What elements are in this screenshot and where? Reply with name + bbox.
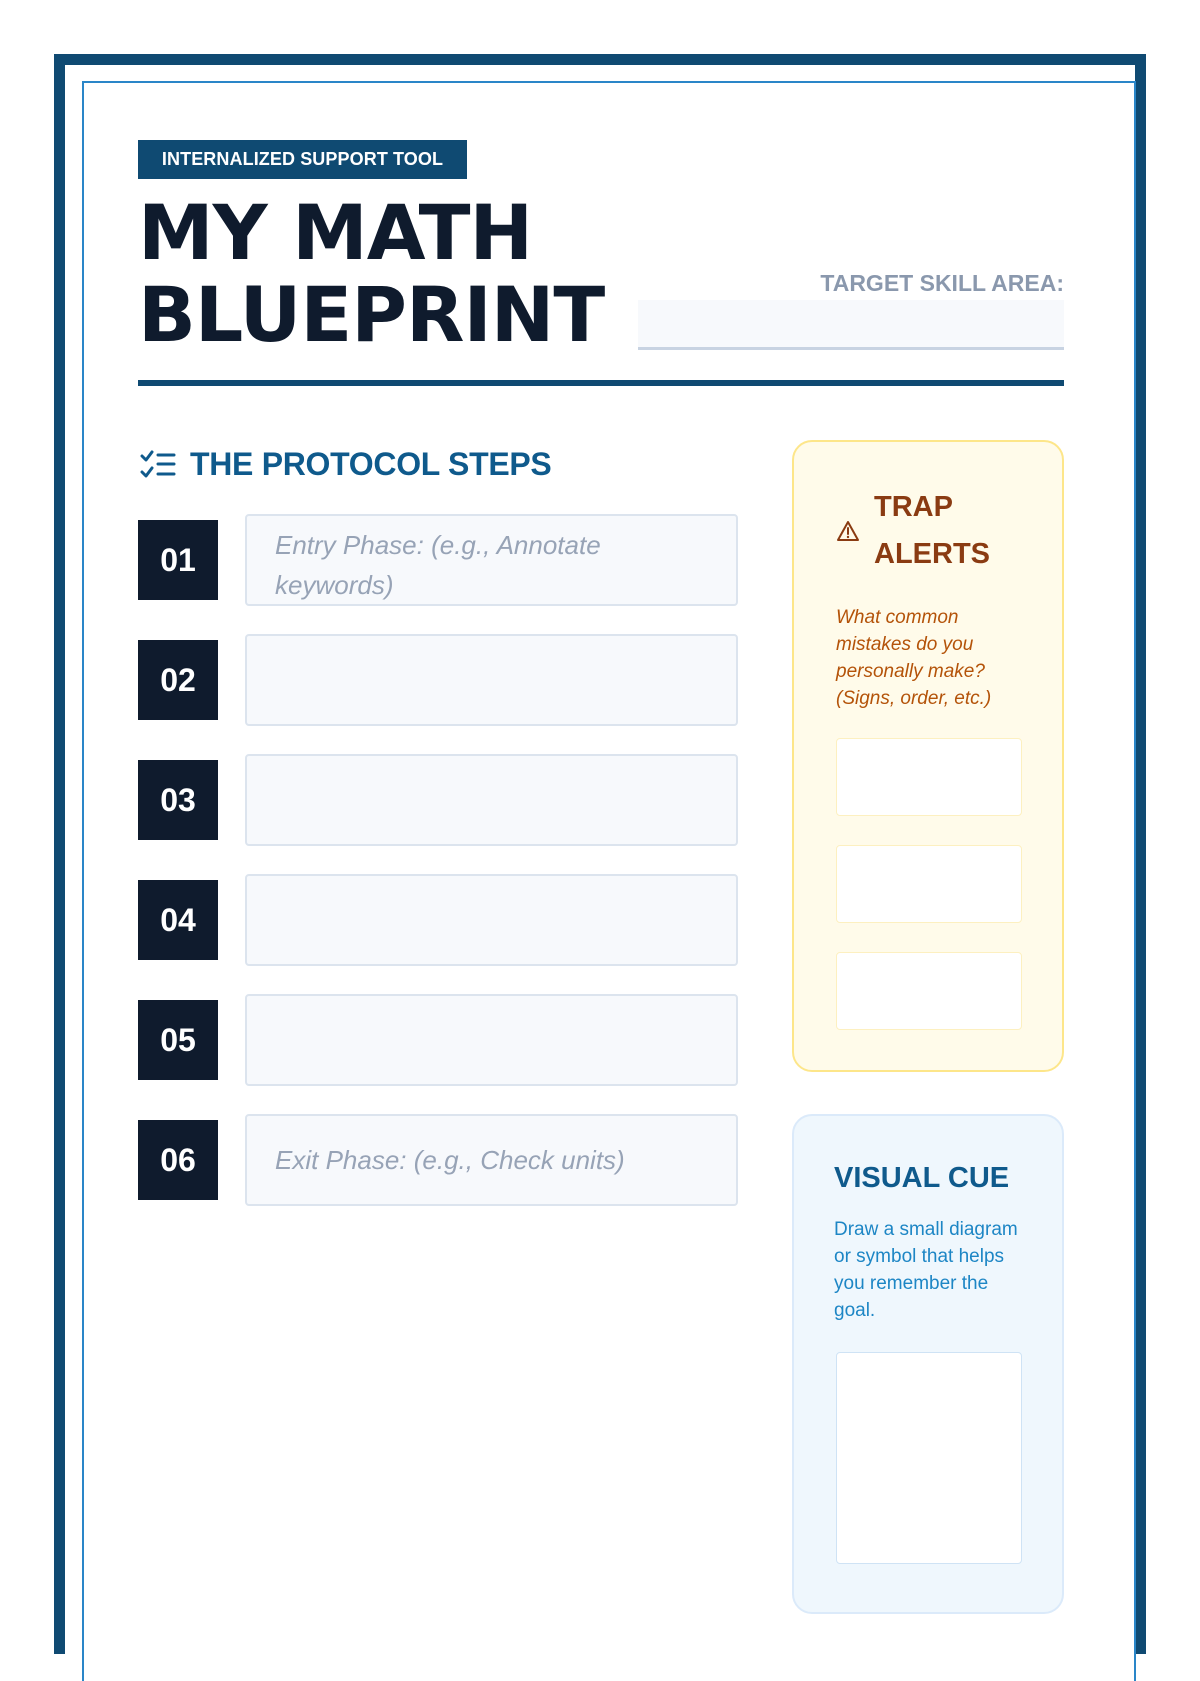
- step-input-3[interactable]: [245, 754, 738, 846]
- title-line-1: MY MATH: [138, 188, 533, 277]
- protocol-heading: THE PROTOCOL STEPS: [190, 446, 552, 482]
- target-skill-field[interactable]: [638, 300, 1064, 350]
- visual-cue-drawing-area[interactable]: [836, 1352, 1022, 1564]
- step-number: 05: [138, 1000, 218, 1080]
- header-divider: [138, 380, 1064, 386]
- trap-alert-box-3[interactable]: [836, 952, 1022, 1030]
- tool-badge: INTERNALIZED SUPPORT TOOL: [138, 140, 467, 179]
- trap-alert-box-1[interactable]: [836, 738, 1022, 816]
- step-row-6: [138, 1114, 738, 1206]
- trap-alerts-description: What common mistakes do you personally make? (Signs, order, etc.): [836, 607, 992, 709]
- trap-alert-box-2[interactable]: [836, 845, 1022, 923]
- step-input-2[interactable]: [245, 634, 738, 726]
- step-row-3: [138, 754, 738, 846]
- step-row-1: [138, 514, 738, 606]
- title-line-2: BLUEPRINT: [138, 270, 605, 359]
- trap-alerts-title: [874, 484, 990, 578]
- step-number: 01: [138, 520, 218, 600]
- step-number: 03: [138, 760, 218, 840]
- checklist-icon: [140, 449, 176, 481]
- step-row-2: [138, 634, 738, 726]
- visual-cue-description: Draw a small diagram or symbol that helps you remember the goal.: [834, 1219, 1018, 1321]
- step-input-5[interactable]: [245, 994, 738, 1086]
- step-number: 02: [138, 640, 218, 720]
- warning-icon: [836, 520, 860, 542]
- step-input-1[interactable]: Entry Phase: (e.g., Annotate keywords): [245, 514, 738, 606]
- step-input-6[interactable]: Exit Phase: (e.g., Check units): [245, 1114, 738, 1206]
- step-input-4[interactable]: [245, 874, 738, 966]
- step-number: 06: [138, 1120, 218, 1200]
- target-skill-label: TARGET SKILL AREA:: [820, 270, 1064, 296]
- protocol-section-header: [140, 446, 551, 483]
- page-title: [138, 188, 605, 359]
- trap-alerts-panel: [792, 440, 1064, 1072]
- visual-cue-title: VISUAL CUE: [834, 1162, 1010, 1194]
- step-row-5: [138, 994, 738, 1086]
- step-number: 04: [138, 880, 218, 960]
- trap-title-line-1: TRAP: [874, 491, 953, 523]
- trap-title-line-2: ALERTS: [874, 538, 990, 570]
- visual-cue-panel: [792, 1114, 1064, 1614]
- step-row-4: [138, 874, 738, 966]
